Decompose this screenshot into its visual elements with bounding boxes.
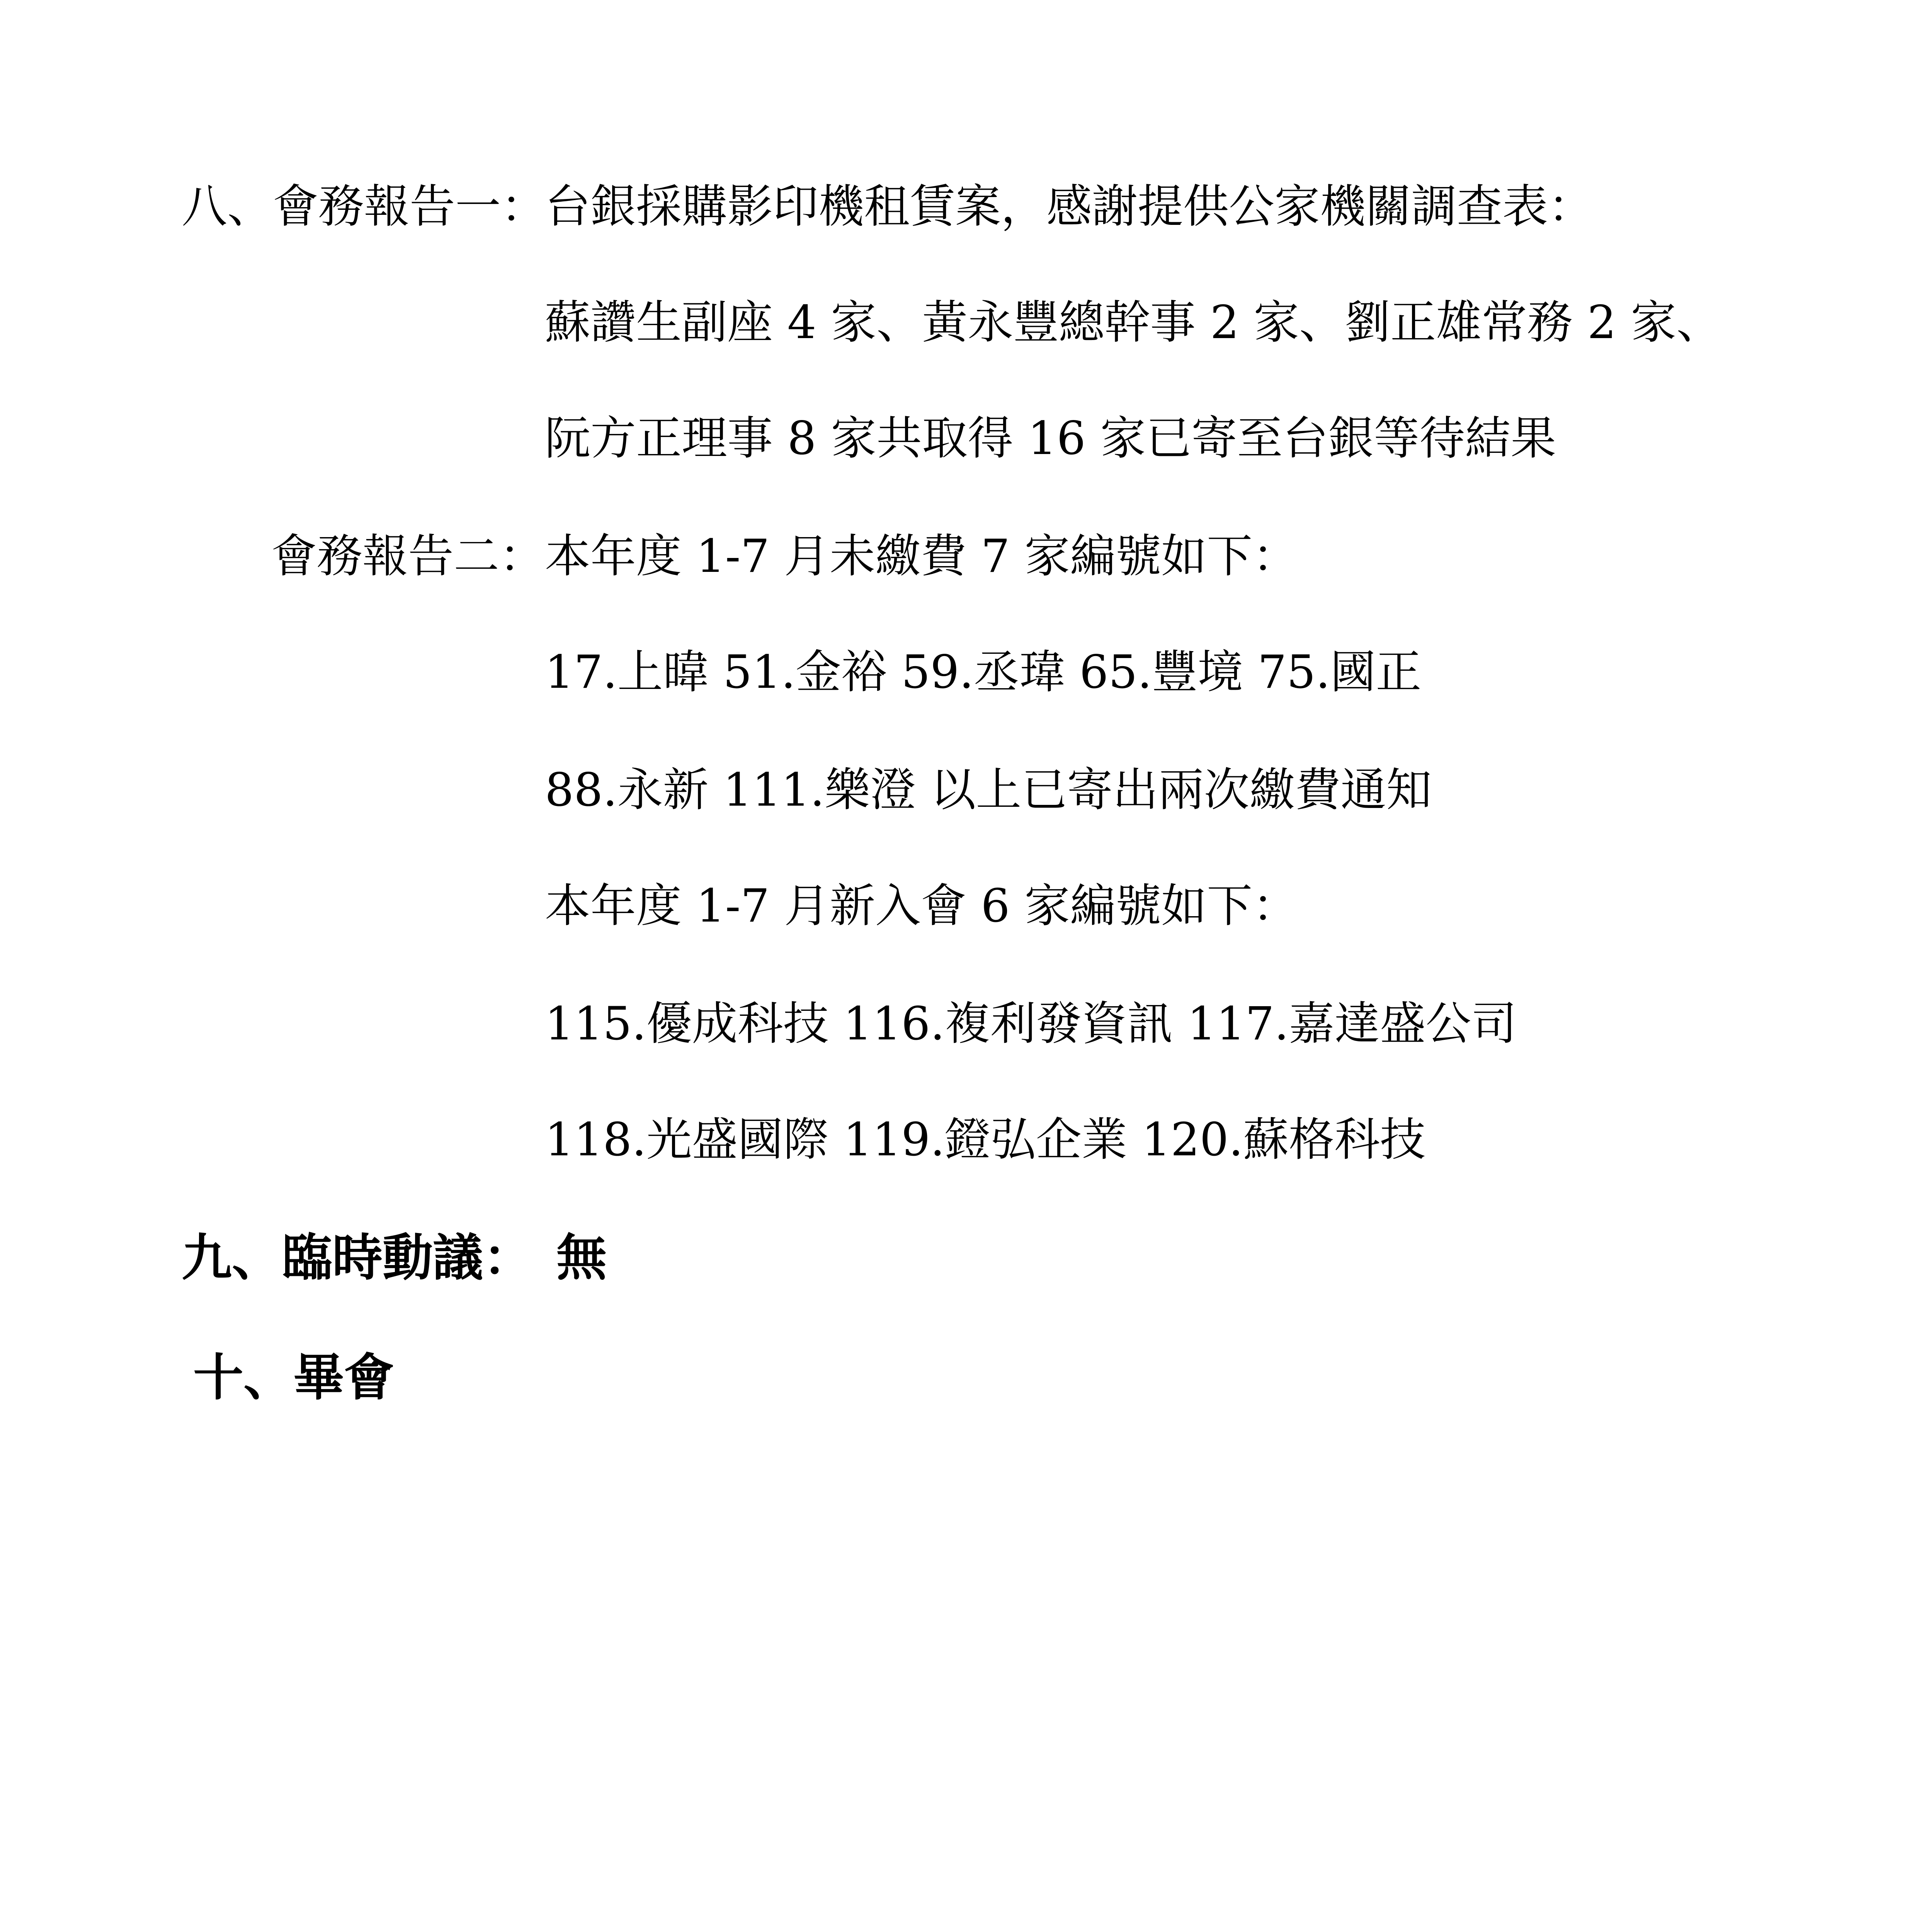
report-two-text: 本年度 1-7 月未繳費 7 家編號如下： xyxy=(545,529,1298,583)
report-one-line-2: 蘇讚生副座 4 家、黃永豐總幹事 2 家、劉正雄常務 2 家、 xyxy=(545,296,1722,349)
unpaid-list-line-1: 17.上暐 51.金裕 59.丞瑋 65.豐境 75.國正 xyxy=(545,645,1422,699)
report-two-label: 會務報告二： xyxy=(271,529,545,583)
extempore-motion-label: 九、臨時動議： xyxy=(182,1228,534,1287)
report-two-row xyxy=(182,529,1298,583)
report-one-label: 八、會務報告一： xyxy=(182,180,547,233)
extempore-motion-row xyxy=(182,1228,607,1287)
new-members-line-2: 118.光盛國際 119.鐙弘企業 120.蘇格科技 xyxy=(545,1113,1426,1166)
report-one-row xyxy=(182,180,1594,233)
new-members-line-1: 115.優成科技 116.複利發資訊 117.嘉達盛公司 xyxy=(545,997,1517,1050)
new-members-heading: 本年度 1-7 月新入會 6 家編號如下： xyxy=(545,879,1298,932)
report-one-text: 台銀採購影印機租賃案，感謝提供公家機關調查表： xyxy=(545,180,1594,233)
extempore-motion-value: 無 xyxy=(556,1228,607,1287)
meeting-adjourned: 十、畢會 xyxy=(193,1348,395,1407)
unpaid-list-line-2: 88.永新 111.樂澄 以上已寄出兩次繳費通知 xyxy=(545,763,1432,816)
report-one-line-3: 阮方正理事 8 家共取得 16 家已寄至台銀等待結果 xyxy=(545,412,1556,465)
